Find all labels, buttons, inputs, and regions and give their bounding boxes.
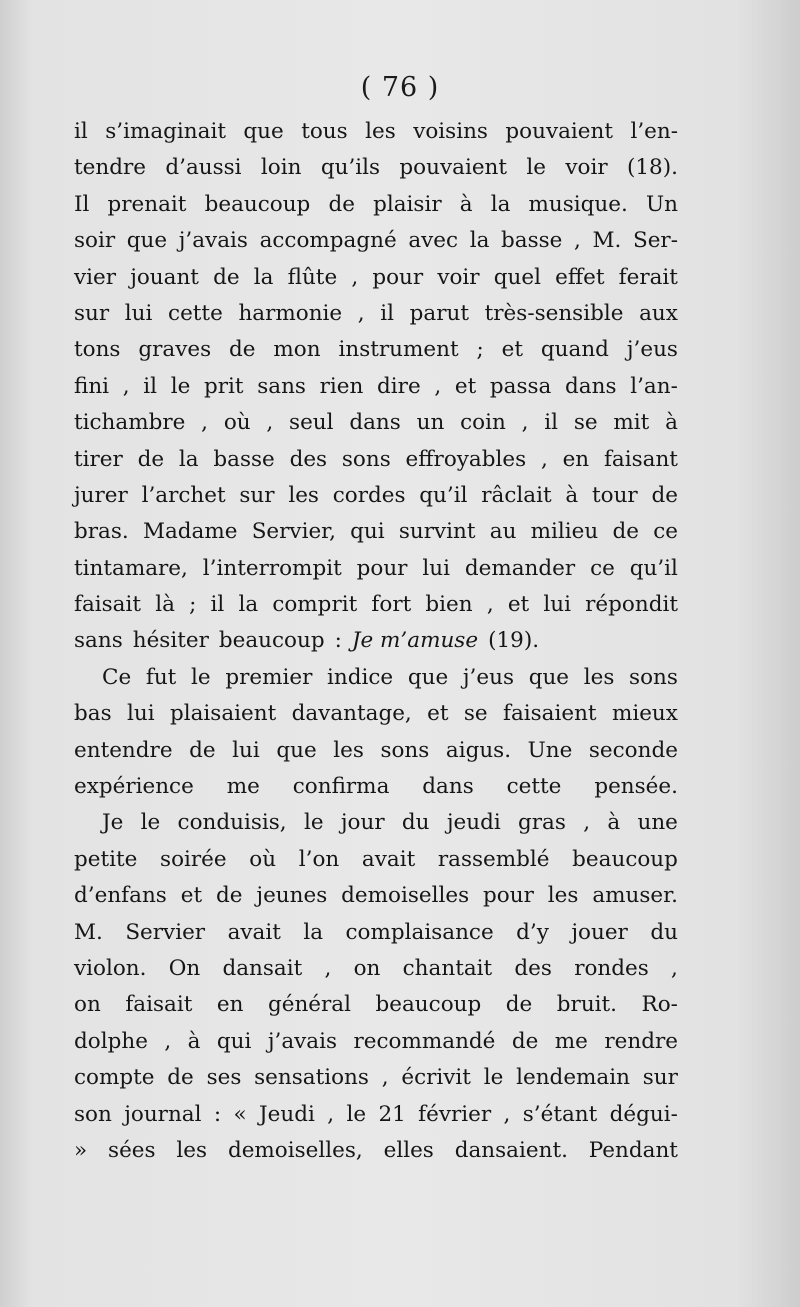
word: le [483, 1065, 504, 1091]
word: pensée. [594, 774, 678, 800]
word: le [170, 373, 191, 399]
word: un [416, 410, 445, 436]
word: dansaient. [454, 1137, 568, 1163]
word: beaucoup [204, 191, 311, 217]
word: pour [372, 264, 424, 290]
word: les [333, 737, 364, 763]
word: « [233, 1101, 247, 1127]
word: seul [289, 410, 334, 436]
word: pour [483, 883, 534, 909]
word: rondes [574, 955, 649, 981]
word: : [334, 628, 342, 654]
word: coin [460, 410, 506, 436]
word: tintamare, [74, 555, 188, 581]
word: compte [74, 1065, 155, 1091]
word: , [357, 300, 365, 326]
word: accompagné [259, 228, 397, 254]
word: petite [74, 846, 138, 872]
word: hésiter [132, 628, 209, 654]
word: Ce [102, 664, 132, 690]
word: loin [260, 155, 302, 181]
word: des [289, 446, 328, 472]
word: chantait [402, 955, 493, 981]
word: de [229, 337, 256, 363]
text-line [74, 514, 678, 550]
word: effroyables [405, 446, 527, 472]
word: que [276, 737, 317, 763]
word: , [434, 373, 442, 399]
word: tirer [74, 446, 123, 472]
word: d’y [516, 919, 549, 945]
text-line [74, 551, 678, 587]
word: le [140, 810, 161, 836]
word: vier [74, 264, 117, 290]
word: tons [74, 337, 121, 363]
word: son [74, 1101, 112, 1127]
word: Servier [125, 919, 206, 945]
word: faisaient [502, 701, 597, 727]
word: pouvaient [399, 155, 508, 181]
word: confirma [292, 774, 390, 800]
text-line [74, 1060, 678, 1096]
word: , [540, 446, 548, 472]
word: dégui- [609, 1101, 678, 1127]
text-line [74, 150, 678, 186]
text-line [74, 1097, 678, 1133]
word: général [267, 992, 351, 1018]
word: soirée [160, 846, 227, 872]
word: et [427, 701, 449, 727]
word: , [164, 1028, 172, 1054]
word: beaucoup [218, 628, 325, 654]
word: survint [398, 519, 476, 545]
word: pour [356, 555, 408, 581]
word: rien [319, 373, 364, 399]
word: on [74, 992, 101, 1018]
word: tour [591, 482, 638, 508]
word: aigus. [445, 737, 512, 763]
word: que [243, 119, 284, 144]
word: ; [189, 592, 197, 618]
word: quel [493, 264, 541, 290]
word: de [137, 446, 165, 472]
word: s’étant [522, 1101, 598, 1127]
body-text [74, 114, 678, 1169]
word: du [401, 810, 430, 836]
word: bruit. [556, 992, 618, 1018]
word: à [459, 191, 473, 217]
text-line [74, 915, 678, 951]
word: février [418, 1101, 492, 1127]
text-line [74, 478, 678, 514]
word: ferait [618, 264, 678, 290]
word: plaisaient [169, 701, 277, 727]
note-reference: (19). [488, 628, 540, 654]
word: demoiselles [341, 883, 470, 909]
word: j’avais [267, 1028, 338, 1054]
word: au [489, 519, 517, 545]
word: , [381, 1065, 389, 1091]
word: Il [74, 191, 90, 217]
text-line [74, 405, 678, 441]
word: cette [168, 300, 223, 326]
word: lui [543, 592, 571, 618]
word: aux [639, 300, 678, 326]
italic-phrase: Je m’amuse [351, 628, 479, 654]
word: qu’il [629, 555, 678, 581]
word: , [201, 410, 209, 436]
word: , [521, 410, 529, 436]
word: il [210, 592, 225, 618]
word: , [574, 228, 581, 254]
word: sons [380, 737, 430, 763]
word: qui [350, 519, 385, 545]
word: de [505, 992, 533, 1018]
word: sensations [254, 1065, 369, 1091]
text-line [74, 442, 678, 478]
word: milieu [530, 519, 599, 545]
word: jouer [571, 919, 628, 945]
word: flûte [287, 264, 338, 290]
text-line [74, 296, 678, 332]
word: bras. [74, 519, 129, 545]
word: ce [653, 519, 678, 545]
text-line [74, 332, 678, 368]
word: le [346, 1101, 367, 1127]
word: Jeudi [259, 1101, 315, 1127]
word: les [288, 482, 319, 508]
text-line [74, 260, 678, 296]
text-line [74, 660, 678, 696]
word: sans [257, 373, 306, 399]
word: complaisance [345, 919, 494, 945]
word: me [554, 1028, 588, 1054]
word: la [469, 228, 490, 254]
word: et [507, 592, 530, 618]
word: s’imaginait [105, 119, 226, 144]
word: d’aussi [165, 155, 242, 181]
text-line [74, 805, 678, 841]
word: où [223, 410, 251, 436]
word: faisant [603, 446, 678, 472]
word: fini [74, 373, 110, 399]
word: basse [213, 446, 275, 472]
word: instrument [338, 337, 459, 363]
word: répondit [585, 592, 678, 618]
word: la [490, 191, 511, 217]
word: On [168, 955, 201, 981]
word: et [454, 373, 477, 399]
word: journal [124, 1101, 202, 1127]
word: indice [327, 664, 394, 690]
word: lendemain [516, 1065, 630, 1091]
word: où [249, 846, 277, 872]
word: le [526, 155, 546, 181]
word: Ro- [641, 992, 678, 1018]
word: l’interrompit [202, 555, 342, 581]
word: jeunes [256, 883, 328, 909]
word: se [463, 701, 488, 727]
word: des [514, 955, 552, 981]
word: , [324, 955, 332, 981]
word: Servier, [251, 519, 336, 545]
word: plaisir [373, 191, 442, 217]
word: écrivit [401, 1065, 471, 1091]
word: faisait [74, 592, 142, 618]
word: premier [225, 664, 313, 690]
word: les [547, 883, 579, 909]
word: me [226, 774, 260, 800]
word: voir [437, 264, 480, 290]
word: on [353, 955, 381, 981]
word: recommandé [353, 1028, 496, 1054]
word: fort [371, 592, 412, 618]
word: qu’ils [320, 155, 381, 181]
word: jouant [130, 264, 199, 290]
word: , [327, 1101, 335, 1127]
word: harmonie [238, 300, 343, 326]
text-line [74, 1024, 678, 1060]
word: beaucoup [375, 992, 482, 1018]
word: dans [565, 373, 617, 399]
word: , [266, 410, 274, 436]
word: le [303, 810, 324, 836]
word: de [189, 737, 216, 763]
word: d’enfans [74, 883, 167, 909]
word: , [671, 955, 678, 981]
word: de [612, 519, 639, 545]
word: dans [422, 774, 474, 800]
word: la [178, 446, 199, 472]
word: graves [138, 337, 212, 363]
word: de [167, 1065, 194, 1091]
word: elles [383, 1137, 434, 1163]
word: j’eus [626, 337, 678, 363]
word: Pendant [588, 1137, 678, 1163]
text-line [74, 369, 678, 405]
word: de [213, 264, 240, 290]
text-line [74, 114, 678, 150]
word: l’on [298, 846, 340, 872]
word: dans [349, 410, 401, 436]
word: pouvaient [505, 119, 613, 144]
word: rassemblé [437, 846, 550, 872]
word: râclait [481, 482, 552, 508]
text-line [74, 623, 678, 659]
word: que [528, 664, 570, 690]
word: la [238, 592, 259, 618]
word: mieux [611, 701, 678, 727]
word: dolphe [74, 1028, 148, 1054]
word: » [74, 1137, 88, 1163]
word: musique. [528, 191, 628, 217]
word: ce [590, 555, 615, 581]
word: du [650, 919, 678, 945]
word: qu’il [419, 482, 468, 508]
word: les [583, 664, 615, 690]
word: prit [203, 373, 244, 399]
word: très-sensible [484, 300, 624, 326]
word: mon [273, 337, 321, 363]
word: seconde [588, 737, 678, 763]
word: Madame [142, 519, 238, 545]
word: demander [464, 555, 576, 581]
word: il [74, 119, 88, 144]
word: quand [540, 337, 609, 363]
word: à [187, 1028, 201, 1054]
word: Je [102, 810, 124, 836]
word: faisait [125, 992, 193, 1018]
word: : [213, 1101, 222, 1127]
word: à [665, 410, 678, 436]
text-line [74, 1133, 678, 1169]
word: jeudi [446, 810, 501, 836]
word: , [122, 373, 130, 399]
word: bas [74, 701, 112, 727]
word: sées [108, 1137, 156, 1163]
text-line [74, 987, 678, 1023]
word: expérience [74, 774, 194, 800]
page-number: ( 76 ) [360, 72, 440, 103]
word: tous [301, 119, 348, 144]
word: beaucoup [572, 846, 678, 872]
text-line [74, 733, 678, 769]
word: la [253, 264, 274, 290]
word: j’eus [462, 664, 514, 690]
word: en [216, 992, 244, 1018]
word: conduisis, [177, 810, 287, 836]
word: de [328, 191, 355, 217]
word: demoiselles, [227, 1137, 363, 1163]
word: comprit [272, 592, 358, 618]
word: rendre [604, 1028, 678, 1054]
word: en [562, 446, 590, 472]
word: , [583, 810, 591, 836]
word: jurer [74, 482, 128, 508]
word: à [607, 810, 621, 836]
word: à [565, 482, 579, 508]
text-line [74, 951, 678, 987]
word: effet [555, 264, 605, 290]
word: l’archet [141, 482, 226, 508]
word: davantage, [291, 701, 412, 727]
word: lui [126, 701, 155, 727]
word: la [303, 919, 324, 945]
word: voisins [413, 119, 488, 144]
word: sur [239, 482, 275, 508]
word: il [143, 373, 158, 399]
word: , [486, 592, 494, 618]
word: M. [74, 919, 103, 945]
word: fut [145, 664, 177, 690]
word: il [380, 300, 395, 326]
word: Ser- [632, 228, 678, 254]
word: que [126, 228, 168, 254]
word: avait [361, 846, 416, 872]
word: amuser. [592, 883, 678, 909]
word: l’en- [630, 119, 678, 144]
word: sans [74, 628, 123, 654]
word: l’an- [630, 373, 678, 399]
word: ses [206, 1065, 242, 1091]
word: lui [124, 300, 153, 326]
word: sur [74, 300, 110, 326]
word: lui [232, 737, 260, 763]
word: basse [501, 228, 563, 254]
word: prenait [107, 191, 187, 217]
word: dire [377, 373, 421, 399]
text-line [74, 696, 678, 732]
text-line [74, 842, 678, 878]
word: entendre [74, 737, 173, 763]
word: M. [592, 228, 622, 254]
word: sons [629, 664, 678, 690]
word: jour [340, 810, 385, 836]
word: que [407, 664, 449, 690]
word: parut [409, 300, 470, 326]
word: j’avais [178, 228, 248, 254]
word: et [180, 883, 203, 909]
word: il [544, 410, 559, 436]
word: et [501, 337, 524, 363]
word: une [637, 810, 678, 836]
word: le [191, 664, 211, 690]
text-line [74, 587, 678, 623]
word: les [365, 119, 396, 144]
word: ; [476, 337, 484, 363]
word: sons [341, 446, 391, 472]
word: dansait [222, 955, 303, 981]
word: voir [565, 155, 608, 181]
text-line [74, 769, 678, 805]
word: là [155, 592, 175, 618]
text-line [74, 187, 678, 223]
word: bien [425, 592, 473, 618]
word: sur [642, 1065, 678, 1091]
word: gras [518, 810, 566, 836]
word: cordes [332, 482, 406, 508]
word: mit [613, 410, 650, 436]
text-line [74, 223, 678, 259]
word: se [573, 410, 598, 436]
word: tichambre [74, 410, 186, 436]
word: soir [74, 228, 116, 254]
word: de [216, 883, 243, 909]
word: les [176, 1137, 208, 1163]
word: cette [506, 774, 562, 800]
word: violon. [74, 955, 147, 981]
word: 21 [378, 1101, 406, 1127]
word: , [351, 264, 359, 290]
word: , [503, 1101, 511, 1127]
word: qui [216, 1028, 252, 1054]
text-line [74, 878, 678, 914]
word: avec [408, 228, 459, 254]
word: Une [527, 737, 573, 763]
word: passa [489, 373, 552, 399]
word: avait [227, 919, 281, 945]
word: de [651, 482, 678, 508]
word: de [511, 1028, 539, 1054]
word: lui [422, 555, 450, 581]
word: Un [645, 191, 678, 217]
word: tendre [74, 155, 146, 181]
word: (18). [626, 155, 678, 181]
